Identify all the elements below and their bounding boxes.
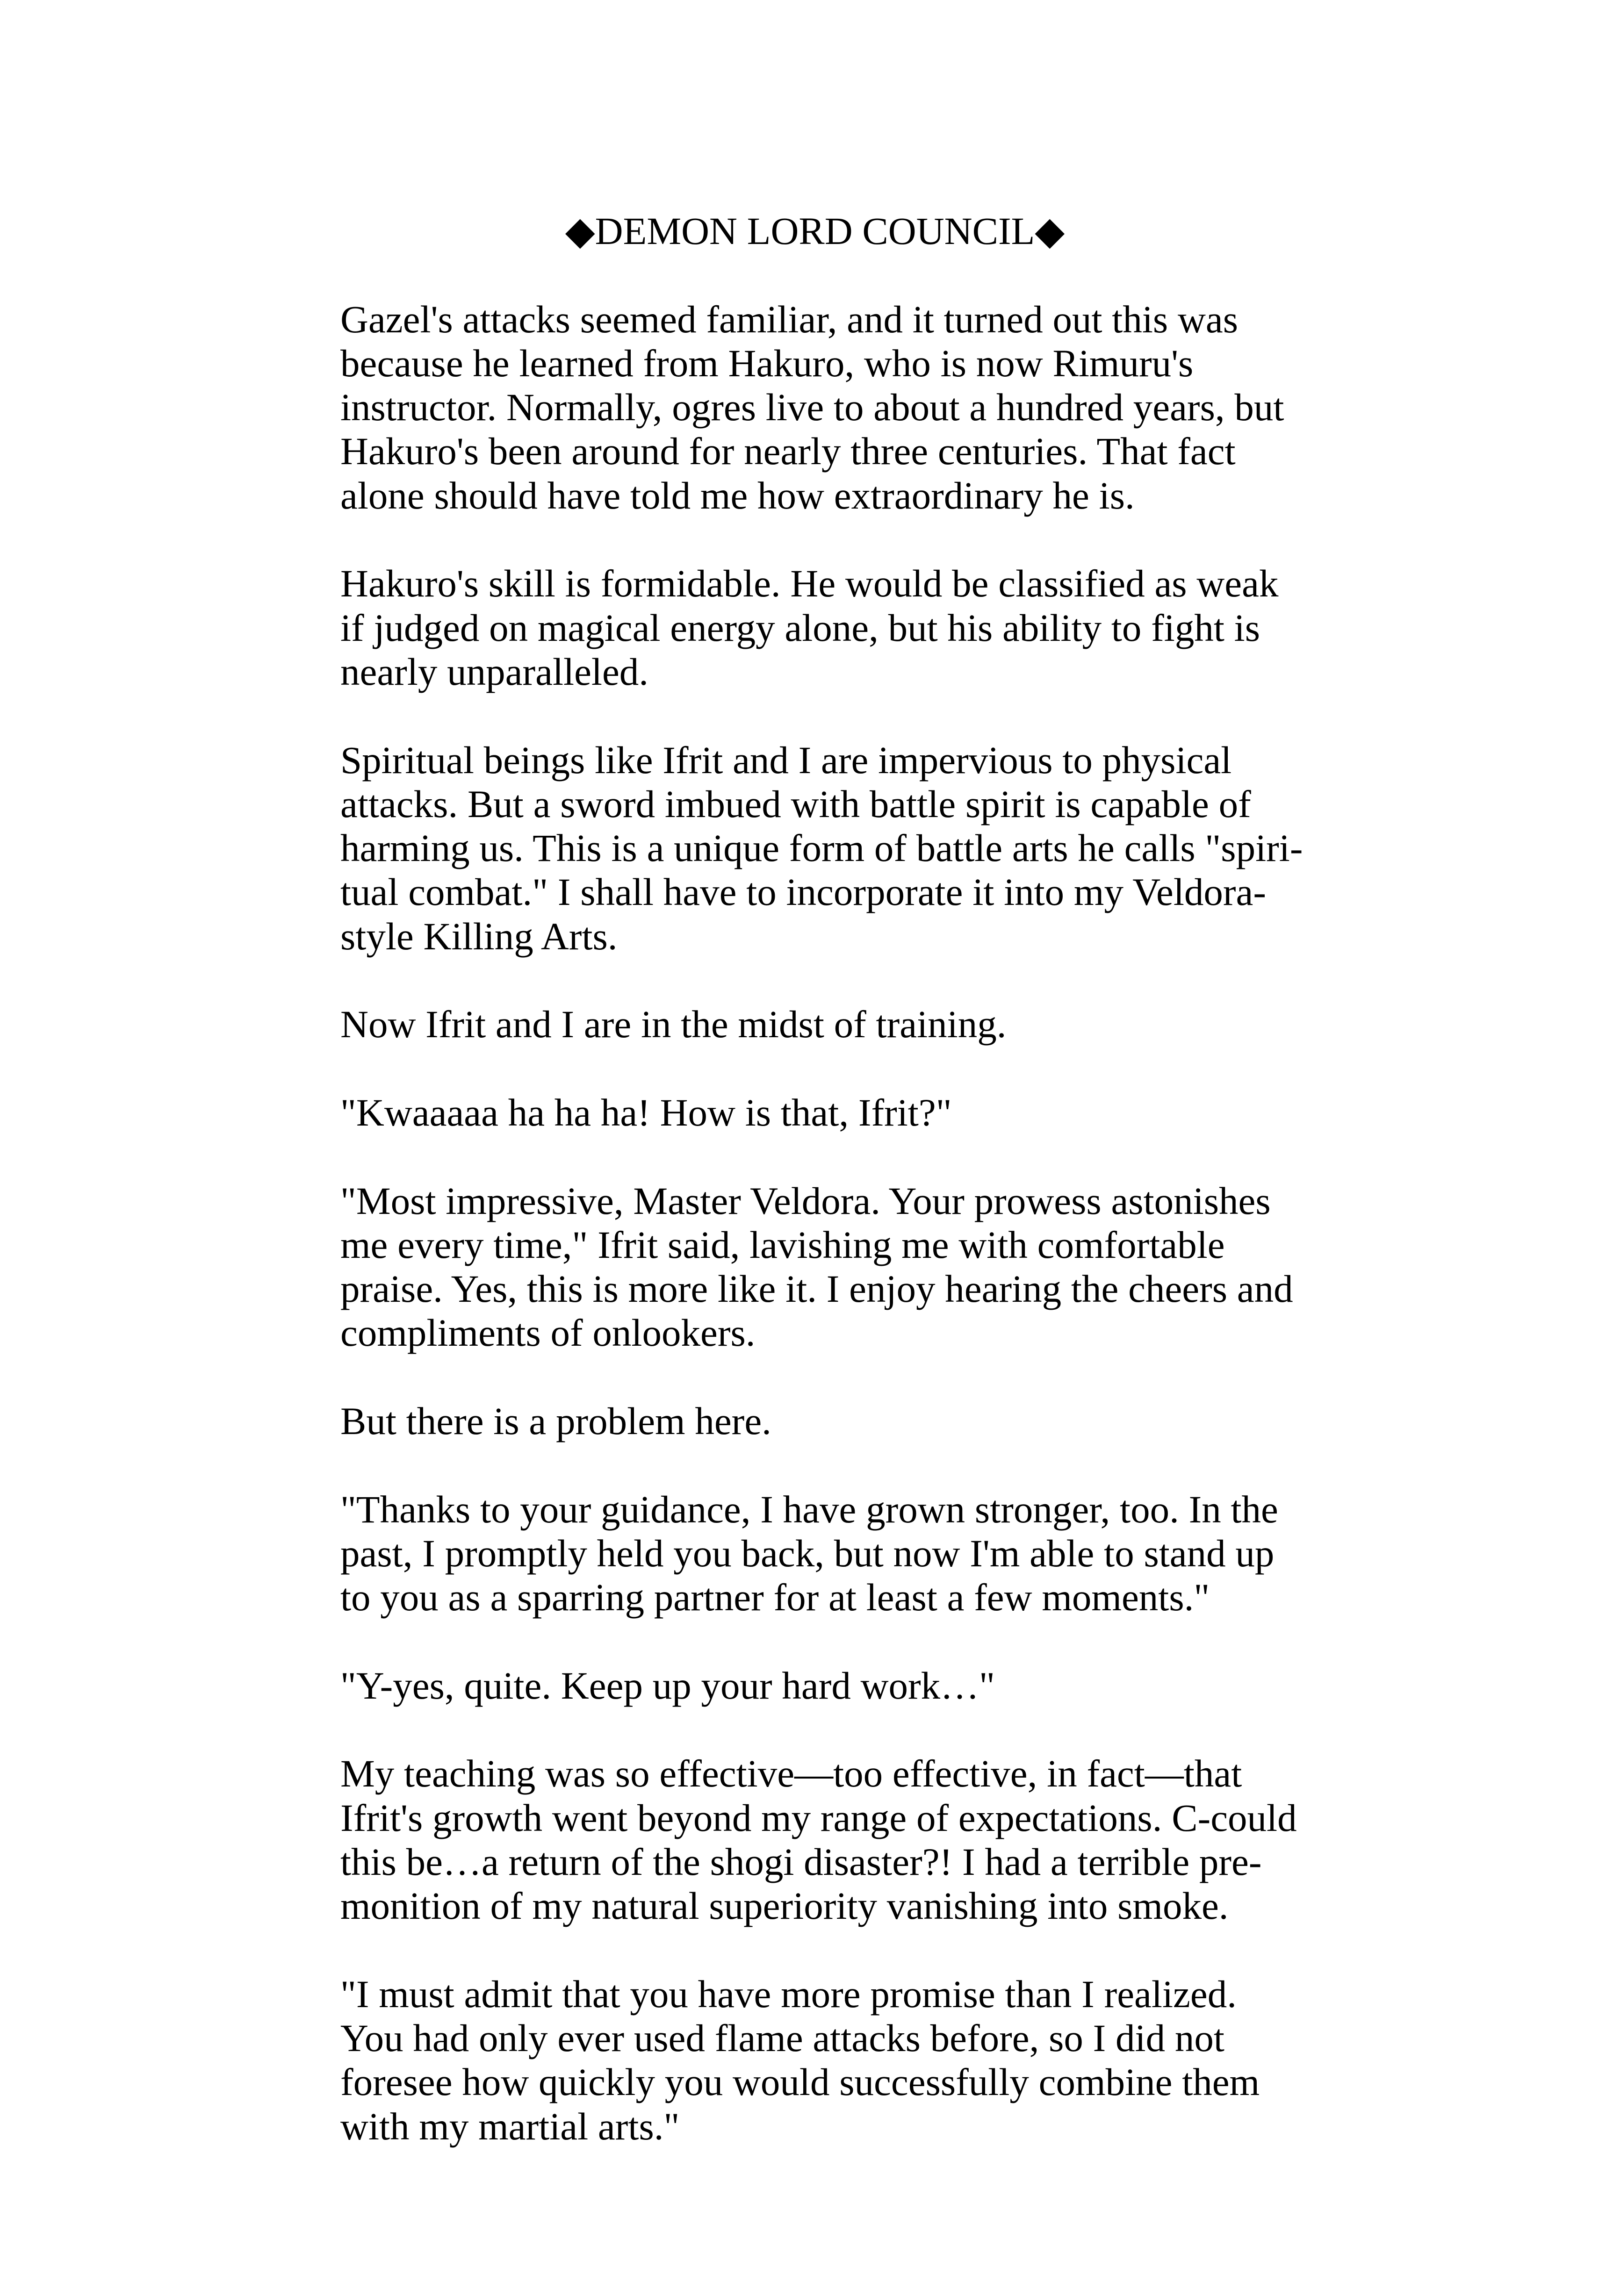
paragraph [340,738,1303,958]
text-line: past, I promptly held you back, but now I'm able to stand up [340,1531,1275,1575]
text-line: nearly unparalleled. [340,650,649,693]
text-line: "I must admit that you have more promise than I realized. [340,1972,1237,2016]
text-line: harming us. This is a unique form of battle arts he calls "spiri- [340,826,1303,870]
text-line: foresee how quickly you would successfully combine them [340,2060,1260,2104]
paragraph [340,1487,1289,1620]
text-line: with my martial arts." [340,2104,680,2148]
text-line: Ifrit's growth went beyond my range of expectations. C-could [340,1796,1297,1839]
paragraph [340,1179,1293,1355]
text-line: tual combat." I shall have to incorporate it into my Veldora- [340,870,1267,914]
text-block [340,209,1303,2148]
paragraph [340,1002,1289,1046]
text-line: Now Ifrit and I are in the midst of training. [340,1003,1007,1046]
text-line: Gazel's attacks seemed familiar, and it turned out this was [340,297,1239,341]
text-line: "Thanks to your guidance, I have grown stronger, too. In the [340,1487,1278,1531]
chapter-title: ◆DEMON LORD COUNCIL◆ [565,209,1065,252]
text-line: to you as a sparring partner for at least a few moments." [340,1576,1210,1619]
paragraph [340,1091,1289,1134]
text-line: alone should have told me how extraordinary he is. [340,474,1135,517]
text-line: compliments of onlookers. [340,1311,756,1355]
text-line: this be…a return of the shogi disaster?! I had a terrible pre- [340,1840,1262,1883]
paragraphs-container [340,297,1303,2148]
text-line: because he learned from Hakuro, who is now Rimuru's [340,341,1194,385]
text-line: "Kwaaaaa ha ha ha! How is that, Ifrit?" [340,1091,952,1134]
paragraph [340,561,1289,694]
text-line: me every time," Ifrit said, lavishing me with comfortable [340,1223,1225,1266]
text-line: My teaching was so effective—too effective, in fact—that [340,1752,1242,1795]
paragraph [340,1399,1289,1443]
text-line: style Killing Arts. [340,914,618,958]
text-line: monition of my natural superiority vanishing into smoke. [340,1884,1229,1928]
text-line: if judged on magical energy alone, but his ability to fight is [340,606,1260,649]
text-line: praise. Yes, this is more like it. I enjoy hearing the cheers and [340,1267,1293,1311]
text-line: But there is a problem here. [340,1399,771,1443]
text-line: Hakuro's been around for nearly three centuries. That fact [340,430,1236,473]
paragraph [340,1664,1289,1708]
text-line: You had only ever used flame attacks before, so I did not [340,2016,1224,2060]
text-line: attacks. But a sword imbued with battle spirit is capable of [340,782,1251,825]
paragraph [340,297,1289,517]
text-line: "Most impressive, Master Veldora. Your prowess astonishes [340,1179,1271,1222]
paragraph [340,1751,1297,1928]
text-line: "Y-yes, quite. Keep up your hard work…" [340,1664,995,1707]
paragraph [340,1972,1289,2148]
text-line: instructor. Normally, ogres live to about a hundred years, but [340,386,1284,429]
text-line: Hakuro's skill is formidable. He would be classified as weak [340,562,1279,605]
text-line: Spiritual beings like Ifrit and I are impervious to physical [340,738,1232,782]
